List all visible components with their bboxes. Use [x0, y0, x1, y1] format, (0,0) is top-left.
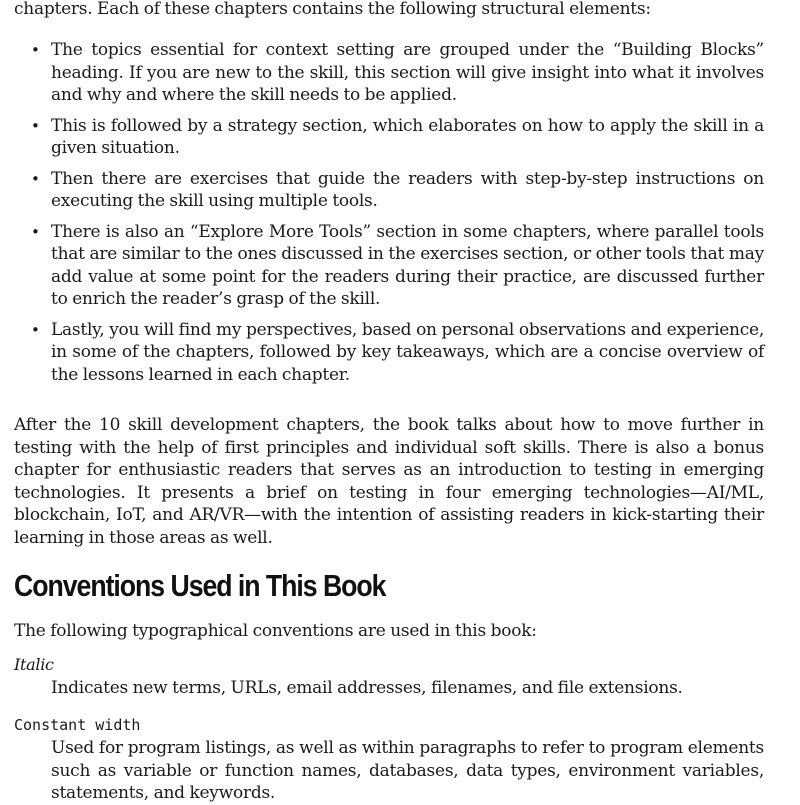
- conventions-intro: The following typographical conventions are used in this book:: [14, 621, 537, 641]
- convention-definition-italic: Indicates new terms, URLs, email addresses, filenames, and file extensions.: [51, 678, 683, 698]
- structural-elements-list: [14, 39, 764, 394]
- bullet-icon: •: [31, 41, 40, 59]
- convention-term-constant-width: Constant width: [14, 716, 141, 734]
- convention-term-italic: Italic: [14, 655, 54, 674]
- list-item-text: This is followed by a strategy section, which elaborates on how to apply the skill in a given situation.: [51, 115, 764, 158]
- list-item: [14, 168, 764, 213]
- list-item: [14, 115, 764, 160]
- list-item-text: Then there are exercises that guide the readers with step-by-step instructions on executing the skill using multiple tools.: [51, 168, 764, 211]
- list-item-text: There is also an “Explore More Tools” section in some chapters, where parallel tools that are similar to the ones discussed in the exercises section, or other tools that may add value at some point for the readers during their practice, are discussed further to enrich the reader’s grasp of the skill.: [51, 221, 764, 309]
- body-paragraph: After the 10 skill development chapters, the book talks about how to move further in testing with the help of first principles and individual soft skills. There is also a bonus chapter for enthusiastic readers that serves as an introduction to testing in emerging technologies. It presents a brief on testing in four emerging technologies—AI/ML, blockchain, IoT, and AR/VR—with the intention of assisting readers in kick-starting their learning in those areas as well.: [14, 415, 764, 548]
- list-item: [14, 221, 764, 311]
- bullet-icon: •: [31, 116, 40, 135]
- bullet-icon: •: [31, 222, 40, 241]
- list-item-text: The topics essential for context setting are grouped under the “Building Blocks” heading. If you are new to the skill, this section will give insight into what it involves and why and where the skill needs to be applied.: [51, 40, 764, 105]
- list-item-text: Lastly, you will find my perspectives, based on personal observations and experience, in some of the chapters, followed by key takeaways, which are a concise overview of the lessons learned in each chapter.: [51, 319, 764, 385]
- section-heading: Conventions Used in This Book: [14, 568, 386, 603]
- bullet-icon: •: [31, 320, 40, 339]
- intro-paragraph: chapters. Each of these chapters contains the following structural elements:: [14, 0, 651, 19]
- bullet-icon: •: [31, 169, 40, 188]
- convention-definition-constant-width: Used for program listings, as well as within paragraphs to refer to program elements such as variable or function names, databases, data types, environment variables, statements, and keywords.: [51, 738, 764, 803]
- list-item: [14, 319, 764, 387]
- list-item: [14, 39, 764, 107]
